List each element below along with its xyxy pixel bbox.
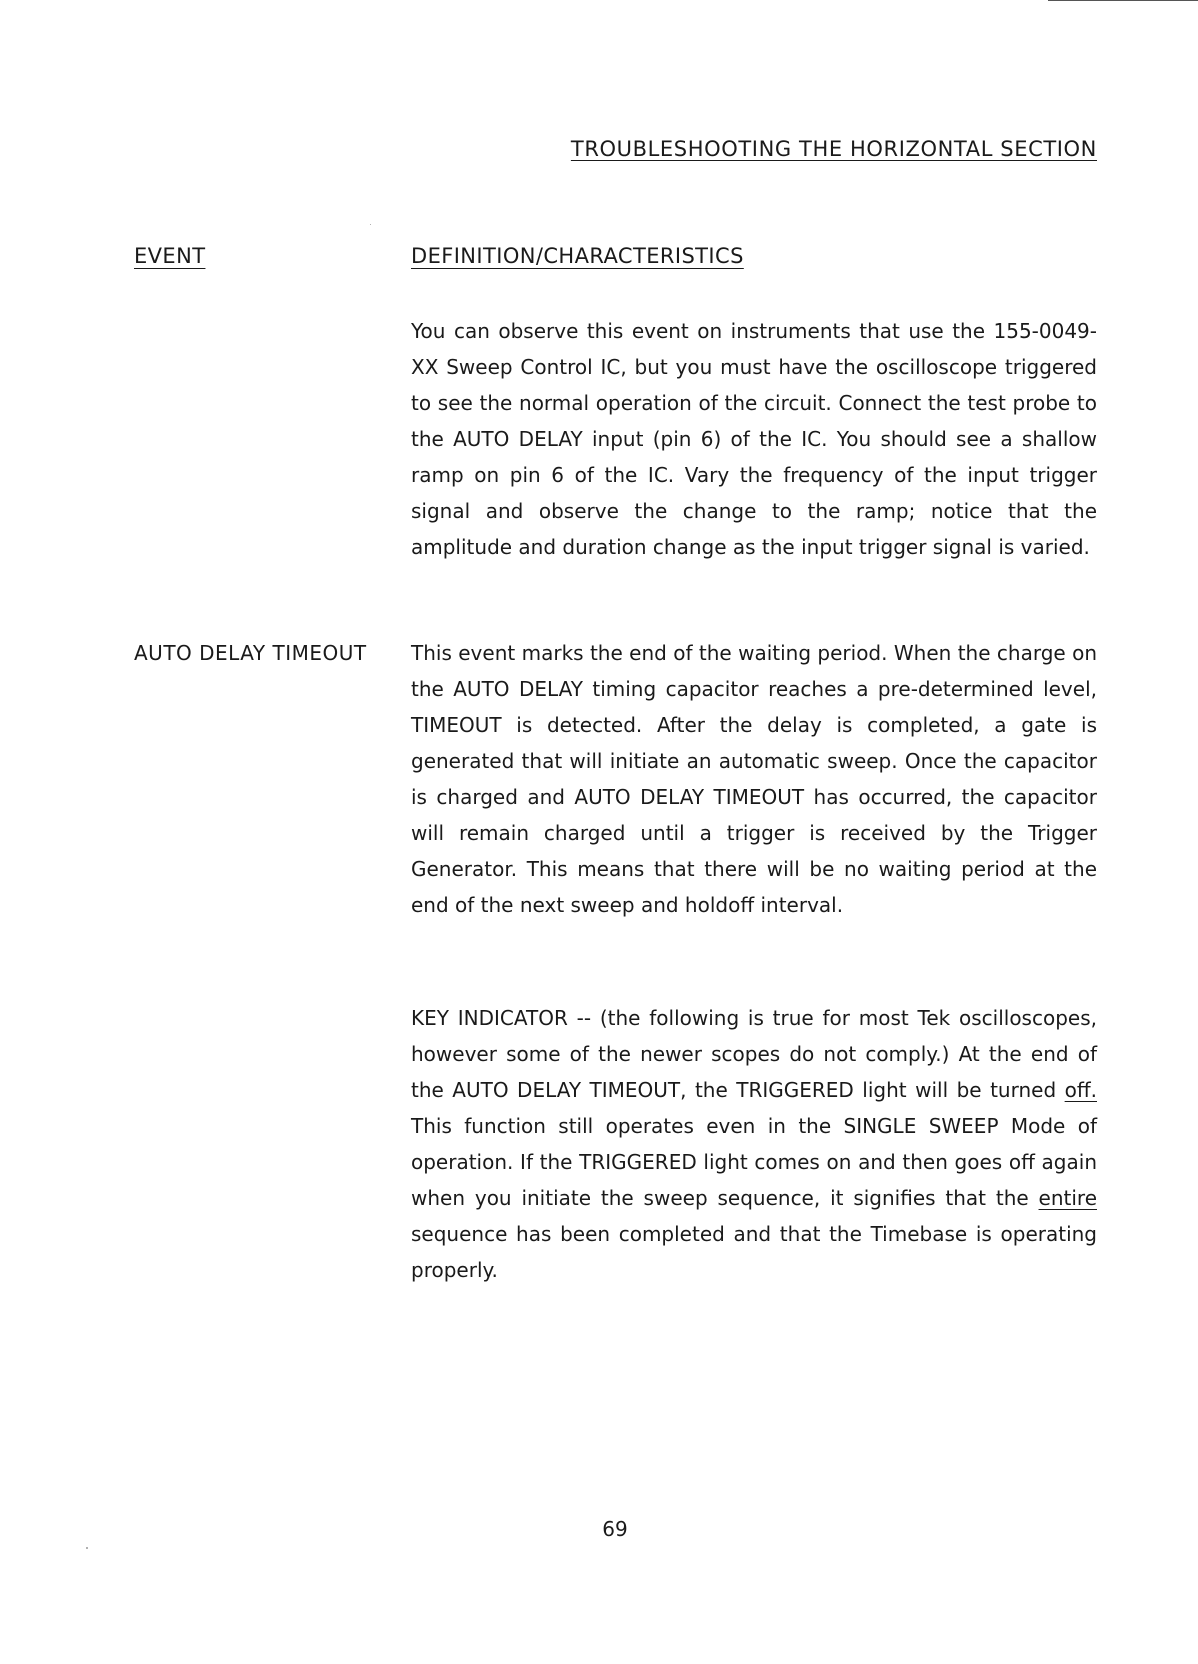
key-indicator-text-2: This function still operates even in the SINGLE SWEEP Mode of operation. If the TRIGGERED light comes on and then goes off again when you initiate the sweep sequence, it signifies that the <box>411 1114 1097 1210</box>
event-column-heading: EVENT <box>134 244 206 268</box>
page-number: 69 <box>602 1517 628 1541</box>
key-indicator-text-1: KEY INDICATOR -- (the following is true for most Tek oscilloscopes, however some of the newer scopes do not comply.) At the end of the AUTO DELAY TIMEOUT, the TRIGGERED light will be turned <box>411 1006 1097 1102</box>
key-indicator-paragraph <box>411 1000 1097 1288</box>
intro-paragraph: You can observe this event on instruments that use the 155-0049-XX Sweep Control IC, but you must have the oscilloscope triggered to see the normal operation of the circuit. Connect the test probe to the AUTO DELAY input (pin 6) of the IC. You should see a shallow ramp on pin 6 of the IC. Vary the frequency of the input trigger signal and observe the change to the ramp; notice that the amplitude and duration change as the input trigger signal is varied. <box>411 319 1097 559</box>
auto-delay-timeout-paragraph: This event marks the end of the waiting period. When the charge on the AUTO DELAY timing capacitor reaches a pre-determined level, TIMEOUT is detected. After the delay is completed, a gate is generated that will initiate an automatic sweep. Once the capacitor is charged and AUTO DELAY TIMEOUT has occurred, the capacitor will remain charged until a trigger is received by the Trigger Generator. This means that there will be no waiting period at the end of the next sweep and holdoff interval. <box>411 641 1097 917</box>
emphasis-off: off. <box>1064 1078 1097 1102</box>
scan-speck <box>370 224 371 225</box>
top-edge-rule <box>1048 0 1198 1</box>
definition-column-heading: DEFINITION/CHARACTERISTICS <box>411 244 744 268</box>
auto-delay-timeout-label: AUTO DELAY TIMEOUT <box>134 641 367 665</box>
key-indicator-text-3: sequence has been completed and that the Timebase is operating properly. <box>411 1222 1097 1282</box>
section-title: TROUBLESHOOTING THE HORIZONTAL SECTION <box>570 137 1097 161</box>
emphasis-entire: entire <box>1038 1186 1097 1210</box>
scan-speck <box>86 1547 88 1549</box>
